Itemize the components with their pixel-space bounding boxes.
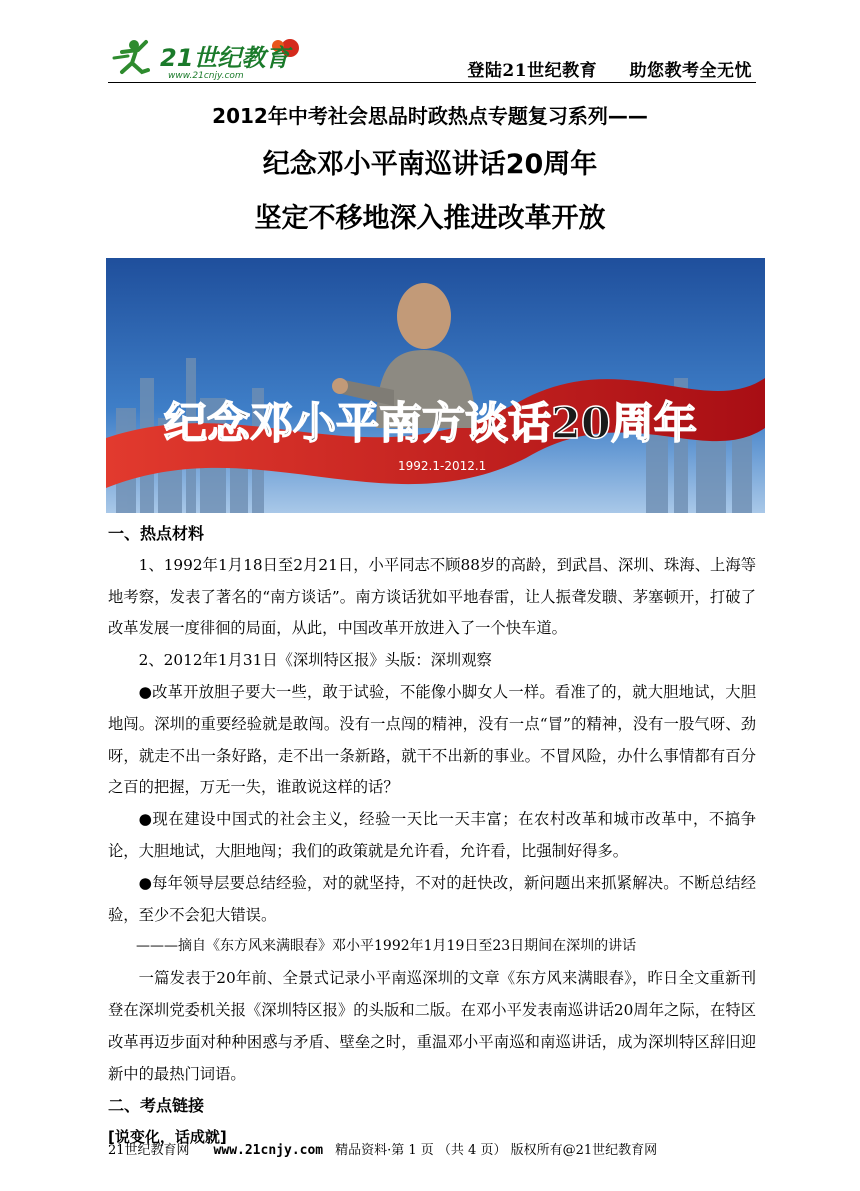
header-rule xyxy=(108,82,756,83)
paragraph-2: 2、2012年1月31日《深圳特区报》头版：深圳观察 xyxy=(138,651,492,670)
paragraph-3: 一篇发表于20年前、全景式记录小平南巡深圳的文章《东方风来满眼春》，昨日全文重新刊登在深圳党委机关报《深圳特区报》的头版和二版。在邓小平发表南巡讲话20周年之际，在特区改革再迈步面对种种困惑与矛盾、壁垒之时，重温邓小平南巡和南巡讲话，成为深圳特区辞旧迎新中的最热门词语。 xyxy=(108,969,756,1083)
quote-source: ———摘自《东方风来满眼春》邓小平1992年1月19日至23日期间在深圳的讲话 xyxy=(136,938,637,955)
logo-text: 21世纪教育 xyxy=(160,44,290,72)
logo-url-text: www.21cnjy.com xyxy=(168,71,244,80)
main-title-line-1: 纪念邓小平南巡讲话20周年 xyxy=(262,149,598,180)
footer-url-link[interactable]: www.21cnjy.com xyxy=(213,1143,324,1158)
quote-paragraph-2: ●现在建设中国式的社会主义，经验一天比一天丰富；在农村改革和城市改革中，不搞争论，大胆地试，大胆地闯；我们的政策就是允许看，允许看，比强制好得多。 xyxy=(108,810,756,860)
section-heading-exam-links: 二、考点链接 xyxy=(108,1096,205,1116)
article-body xyxy=(108,518,756,1154)
banner-dates: 1992.1-2012.1 xyxy=(398,459,487,473)
quote-paragraph-3: ●每年领导层要总结经验，对的就坚持，不对的赶快改，新问题出来抓紧解决。不断总结经验，至少不会犯大错误。 xyxy=(108,873,756,924)
21cnjy-logo xyxy=(108,36,308,80)
header-slogan-2: 助您教考全无忧 xyxy=(629,61,752,81)
page-footer xyxy=(108,1139,756,1158)
section-heading-hot-material: 一、热点材料 xyxy=(108,524,205,543)
quote-paragraph-1: ●改革开放胆子要大一些，敢于试验，不能像小脚女人一样。看准了的，就大胆地试，大胆地闯。深圳的重要经验就是敢闯。没有一点闯的精神，没有一点“冒”的精神，没有一股气呀、劲呀，就走不出一条好路，走不出一条新路，就干不出新的事业。不冒风险，办什么事情都有百分之百的把握，万无一失，谁敢说这样的话？ xyxy=(108,682,756,797)
header-slogan-1: 登陆21世纪教育 xyxy=(467,61,598,81)
header-slogan xyxy=(441,56,752,81)
subsection-heading: [说变化，话成就] xyxy=(108,1128,227,1147)
footer-page-info: 精品资料·第 1 页 （共 4 页） 版权所有@21世纪教育网 xyxy=(335,1143,658,1158)
banner-image xyxy=(106,258,765,513)
footer-site-name: 21世纪教育网 xyxy=(108,1143,190,1158)
banner-headline: 纪念邓小平南方谈话20周年 xyxy=(164,399,697,449)
series-title: 2012年中考社会思品时政热点专题复习系列—— xyxy=(212,104,648,128)
paragraph-1: 1、1992年1月18日至2月21日，小平同志不顾88岁的高龄，到武昌、深圳、珠海、上海等地考察，发表了著名的“南方谈话”。南方谈话犹如平地春雷，让人振聋发聩、茅塞顿开，打破了改革发展一度徘徊的局面，从此，中国改革开放进入了一个快车道。 xyxy=(108,555,756,638)
main-title-line-2: 坚定不移地深入推进改革开放 xyxy=(254,203,606,234)
running-figure-icon xyxy=(114,40,148,72)
page-header xyxy=(108,30,756,82)
